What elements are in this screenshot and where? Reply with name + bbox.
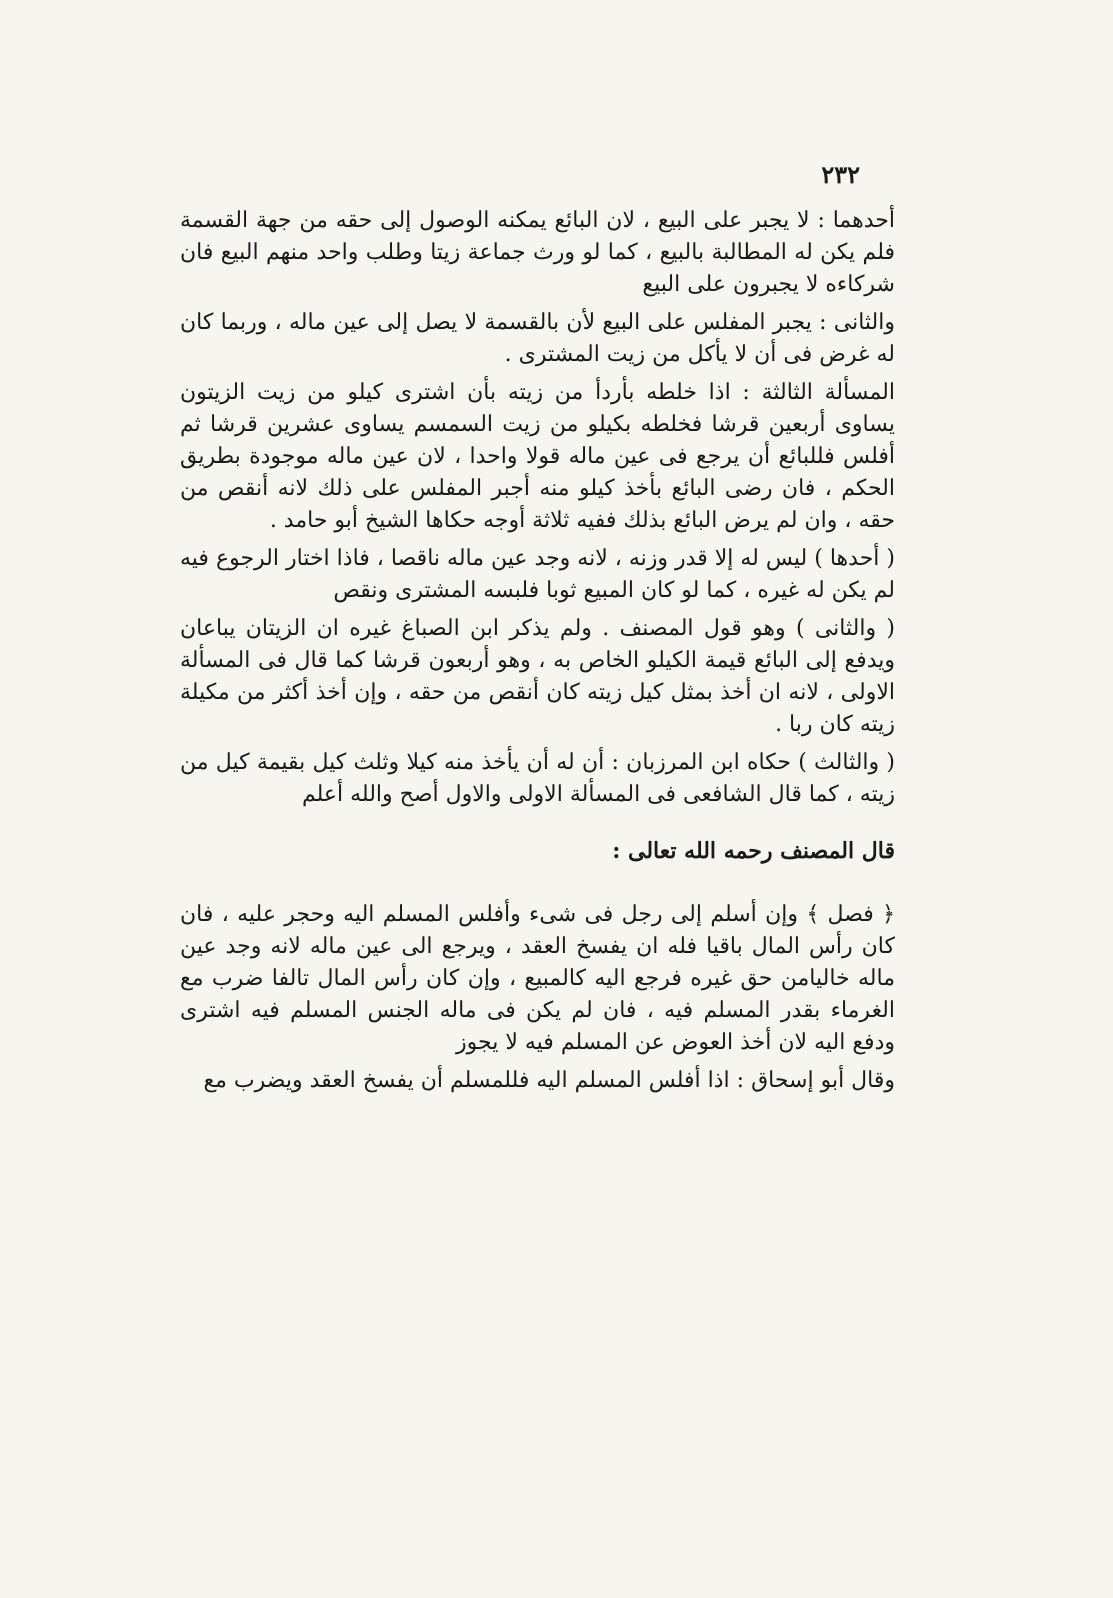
- page-number: ٢٣٢: [821, 160, 860, 189]
- paragraph-chapter-salam: ﴿ فصل ﴾ وإن أسلم إلى رجل فى شىء وأفلس المسلم اليه وحجر عليه ، فان كان رأس المال باقيا فله ان يفسخ العقد ، ويرجع الى عين ماله لانه وجد عين ماله خاليامن حق غيره فرجع اليه كالمبيع ، وإن كان رأس المال تالفا ضرب مع الغرماء بقدر المسلم فيه ، فان لم يكن فى ماله الجنس المسلم فيه اشترى ودفع اليه لان أخذ العوض عن المسلم فيه لا يجوز: [180, 902, 895, 1055]
- paragraph-second-opinion: والثانى : يجبر المفلس على البيع لأن بالقسمة لا يصل إلى عين ماله ، وربما كان له غرض فى أن لا يأكل من زيت المشترى .: [180, 310, 895, 367]
- paragraph-aspect-two: ( والثانى ) وهو قول المصنف . ولم يذكر ابن الصباغ غيره ان الزيتان يباعان ويدفع إلى البائع قيمة الكيلو الخاص به ، وهو أربعون قرشا كما قال فى المسألة الاولى ، لانه ان أخذ بمثل كيل زيته كان أنقص من حقه ، وإن أخذ أكثر من مكيلة زيته كان ربا .: [180, 616, 895, 737]
- paragraph-third-issue: المسألة الثالثة : اذا خلطه بأردأ من زيته بأن اشترى كيلو من زيت الزيتون يساوى أربعين قرشا فخلطه بكيلو من زيت السمسم يساوى عشرين قرشا ثم أفلس فللبائع أن يرجع فى عين ماله قولا واحدا ، لان عين ماله موجودة بطريق الحكم ، فان رضى البائع بأخذ كيلو منه أجبر المفلس على ذلك لانه أنقص من حقه ، وان لم يرض البائع بذلك ففيه ثلاثة أوجه حكاها الشيخ أبو حامد .: [180, 380, 895, 533]
- paragraph-first-opinion: أحدهما : لا يجبر على البيع ، لان البائع يمكنه الوصول إلى حقه من جهة القسمة فلم يكن له المطالبة بالبيع ، كما لو ورث جماعة زيتا وطلب واحد منهم البيع فان شركاءه لا يجبرون على البيع: [180, 208, 895, 297]
- paragraph-aspect-one: ( أحدها ) ليس له إلا قدر وزنه ، لانه وجد عين ماله ناقصا ، فاذا اختار الرجوع فيه لم يكن له غيره ، كما لو كان المبيع ثوبا فلبسه المشترى ونقص: [180, 546, 895, 603]
- paragraph-aspect-three: ( والثالث ) حكاه ابن المرزبان : أن له أن يأخذ منه كيلا وثلث كيل بقيمة كيل من زيته ، كما قال الشافعى فى المسألة الاولى والاول أصح والله أعلم: [180, 750, 895, 807]
- paragraph-abu-ishaq: وقال أبو إسحاق : اذا أفلس المسلم اليه فللمسلم أن يفسخ العقد ويضرب مع: [203, 1068, 895, 1093]
- page-body: [180, 205, 895, 1097]
- section-heading: قال المصنف رحمه الله تعالى :: [612, 838, 895, 864]
